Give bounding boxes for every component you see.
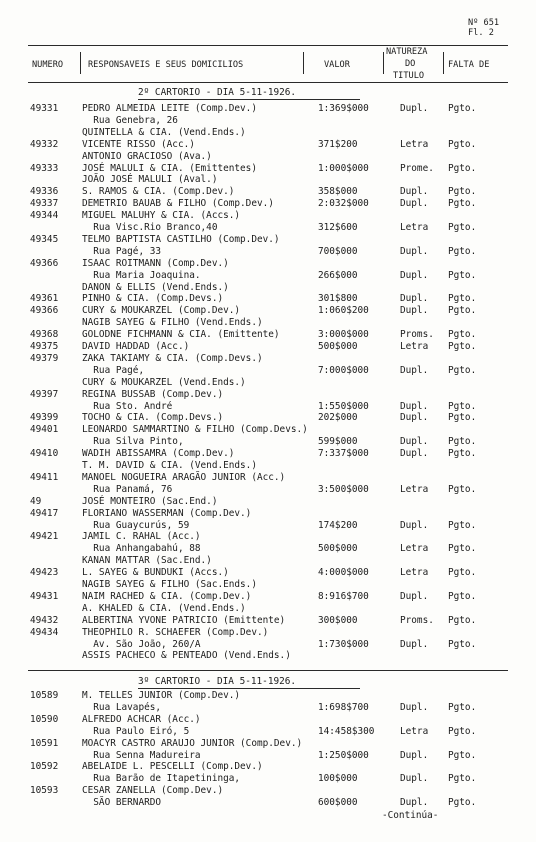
entry-num: 49432: [30, 614, 59, 626]
section-title: 3º CARTORIO - DIA 5-11-1926.: [138, 676, 297, 687]
entry-resp: ANTONIO GRACIOSO (Ava.): [82, 150, 212, 162]
entry-valor: 14:458$300: [318, 725, 375, 737]
entry-num: 49332: [30, 138, 59, 150]
entry-falta: Pgto.: [448, 725, 477, 737]
entry-resp: VICENTE RISSO (Acc.): [82, 138, 195, 150]
entry-resp: JOSÉ MALULI & CIA. (Emittentes): [82, 162, 257, 174]
entry-resp: PEDRO ALMEIDA LEITE (Comp.Dev.): [82, 103, 257, 114]
entry-nat: Letra: [400, 483, 429, 495]
entry-falta: Pgto.: [448, 138, 477, 150]
entry-resp: Rua Guaycurús, 59: [82, 519, 190, 531]
entry-valor: 7:000$000: [318, 364, 369, 376]
entry-num: 49368: [30, 329, 59, 341]
entry-num: 10591: [30, 737, 59, 749]
entry-nat: Dupl.: [400, 436, 429, 448]
section-title: 2º CARTORIO - DIA 5-11-1926.: [138, 87, 297, 98]
entry-falta: Pgto.: [448, 293, 477, 305]
entry-num: 49399: [30, 412, 59, 424]
entry-resp: Rua Anhangabahú, 88: [82, 543, 201, 555]
entry-nat: Dupl.: [400, 364, 429, 376]
entry-falta: Pgto.: [448, 773, 477, 785]
entry-nat: Dupl.: [400, 590, 429, 602]
entry-resp: Rua Barão de Itapetininga,: [82, 773, 241, 785]
entry-resp: ASSIS PACHECO & PENTEADO (Vend.Ends.): [82, 650, 291, 662]
entry-num: 49379: [30, 352, 59, 364]
entry-nat: Letra: [400, 222, 429, 233]
entry-falta: Pgto.: [448, 305, 477, 317]
entry-nat: Letra: [400, 725, 429, 737]
entry-falta: Pgto.: [448, 590, 477, 602]
column-header-falta: FALTA DE: [448, 60, 490, 70]
entry-valor: 1:250$000: [318, 749, 369, 761]
entry-nat: Dupl.: [400, 448, 429, 460]
column-header-natureza-do: DO: [405, 59, 416, 69]
entry-valor: 174$200: [318, 519, 358, 531]
entry-num: 49411: [30, 471, 59, 483]
entry-resp: DANON & ELLIS (Vend.Ends.): [82, 281, 229, 293]
column-divider: [80, 52, 81, 74]
entry-resp: CURY & MOUKARZEL (Comp.Dev.): [82, 305, 241, 317]
entry-nat: Dupl.: [400, 412, 429, 424]
entry-falta: Pgto.: [448, 329, 477, 341]
entry-num: 10589: [30, 690, 59, 701]
column-header-valor: VALOR: [324, 60, 350, 70]
entry-valor: 1:060$200: [318, 305, 369, 317]
entry-nat: Dupl.: [400, 773, 429, 785]
section-title-underline: [138, 99, 360, 100]
continua-note: -Continúa-: [382, 810, 439, 821]
entry-nat: Dupl.: [400, 103, 429, 114]
entry-valor: 1:550$000: [318, 400, 369, 412]
entry-nat: Dupl.: [400, 198, 429, 210]
entry-resp: T. M. DAVID & CIA. (Vend.Ends.): [82, 460, 257, 471]
entry-num: 10590: [30, 713, 59, 725]
column-header-responsaveis: RESPONSAVEIS E SEUS DOMICILIOS: [88, 60, 244, 70]
entry-resp: NAGIB SAYEG & FILHO (Vend.Ends.): [82, 317, 263, 329]
entry-valor: 8:916$700: [318, 590, 369, 602]
entry-num: 49337: [30, 198, 59, 210]
header-bottom-rule: [28, 82, 508, 83]
entry-falta: Pgto.: [448, 222, 477, 233]
entry-num: 49366: [30, 305, 59, 317]
entry-resp: Rua Sto. André: [82, 400, 173, 412]
entry-resp: Rua Genebra, 26: [82, 114, 178, 126]
entry-resp: PINHO & CIA. (Comp.Devs.): [82, 293, 224, 305]
entry-nat: Prome.: [400, 162, 434, 174]
entry-nat: Dupl.: [400, 400, 429, 412]
entry-nat: Dupl.: [400, 519, 429, 531]
entry-resp: MANOEL NOGUEIRA ARAGÃO JUNIOR (Acc.): [82, 471, 286, 483]
entry-valor: 2:032$000: [318, 198, 369, 210]
entry-falta: Pgto.: [448, 103, 477, 114]
entry-nat: Dupl.: [400, 701, 429, 713]
entry-resp: THEOPHILO R. SCHAEFER (Comp.Dev.): [82, 626, 269, 638]
entry-num: 49417: [30, 507, 59, 519]
entry-resp: MIGUEL MALUHY & CIA. (Accs.): [82, 210, 241, 222]
entry-resp: JAMIL C. RAHAL (Acc.): [82, 531, 201, 543]
entry-falta: Pgto.: [448, 198, 477, 210]
entry-num: 49423: [30, 567, 59, 579]
entry-resp: A. KHALED & CIA. (Vend.Ends.): [82, 602, 246, 614]
entry-num: 49366: [30, 257, 59, 269]
entry-resp: ABELAIDE L. PESCELLI (Comp.Dev.): [82, 761, 263, 773]
entry-falta: Pgto.: [448, 519, 477, 531]
entry-resp: CESAR ZANELLA (Comp.Dev.): [82, 785, 224, 797]
column-divider: [303, 52, 304, 74]
section-title-underline: [138, 688, 360, 689]
entry-resp: MOACYR CASTRO ARAUJO JUNIOR (Comp.Dev.): [82, 737, 303, 749]
entry-resp: Rua Visc.Rio Branco,40: [82, 222, 218, 233]
entry-num: 49: [30, 495, 42, 507]
entry-falta: Pgto.: [448, 448, 477, 460]
entry-resp: L. SAYEG & BUNDUKI (Accs.): [82, 567, 229, 579]
entry-falta: Pgto.: [448, 364, 477, 376]
column-header-natureza: NATUREZA: [386, 47, 428, 57]
entry-nat: Dupl.: [400, 293, 429, 305]
entry-num: 10592: [30, 761, 59, 773]
entry-nat: Letra: [400, 567, 429, 579]
entry-valor: 1:369$000: [318, 103, 369, 114]
entry-valor: 500$000: [318, 543, 358, 555]
column-divider: [443, 52, 444, 74]
entry-resp: ISAAC ROITMANN (Comp.Dev.): [82, 257, 229, 269]
column-divider: [383, 52, 384, 74]
entry-falta: Pgto.: [448, 341, 477, 352]
entry-num: 49431: [30, 590, 59, 602]
entry-falta: Pgto.: [448, 701, 477, 713]
entry-falta: Pgto.: [448, 400, 477, 412]
entry-valor: 1:698$700: [318, 701, 369, 713]
entry-valor: 300$000: [318, 614, 358, 626]
section-divider-rule: [28, 670, 508, 671]
entry-num: 49333: [30, 162, 59, 174]
entry-valor: 301$800: [318, 293, 358, 305]
entry-resp: Rua Pagé,: [82, 364, 145, 376]
entry-resp: Rua Silva Pinto,: [82, 436, 184, 448]
entry-falta: Pgto.: [448, 162, 477, 174]
entry-valor: 600$000: [318, 797, 358, 809]
entry-num: 49434: [30, 626, 59, 638]
entry-resp: Av. São João, 260/A: [82, 638, 201, 650]
entry-num: 10593: [30, 785, 59, 797]
entry-valor: 266$000: [318, 269, 358, 281]
entry-nat: Dupl.: [400, 186, 429, 198]
entry-resp: FLORIANO WASSERMAN (Comp.Dev.): [82, 507, 252, 519]
entry-resp: NAIM RACHED & CIA. (Comp.Dev.): [82, 590, 252, 602]
entry-valor: 100$000: [318, 773, 358, 785]
entry-falta: Pgto.: [448, 186, 477, 198]
entry-falta: Pgto.: [448, 269, 477, 281]
entry-resp: KANAN MATTAR (Sac.End.): [82, 555, 212, 567]
entry-num: 49336: [30, 186, 59, 198]
entry-resp: S. RAMOS & CIA. (Comp.Dev.): [82, 186, 235, 198]
entry-num: 49344: [30, 210, 59, 222]
entry-nat: Dupl.: [400, 749, 429, 761]
entry-num: 49397: [30, 388, 59, 400]
entry-valor: 371$200: [318, 138, 358, 150]
entry-valor: 1:000$000: [318, 162, 369, 174]
entry-resp: DAVID HADDAD (Acc.): [82, 341, 190, 352]
page-number: Nº 651: [468, 18, 500, 28]
entry-nat: Letra: [400, 138, 429, 150]
entry-resp: JOSÉ MONTEIRO (Sac.End.): [82, 495, 218, 507]
entry-resp: SÃO BERNARDO: [82, 797, 162, 809]
entry-valor: 358$000: [318, 186, 358, 198]
entry-resp: M. TELLES JUNIOR (Comp.Dev.): [82, 690, 241, 701]
entry-nat: Dupl.: [400, 305, 429, 317]
entry-resp: LEONARDO SAMMARTINO & FILHO (Comp.Devs.): [82, 424, 308, 436]
entry-nat: Dupl.: [400, 245, 429, 257]
entry-resp: Rua Panamá, 76: [82, 483, 173, 495]
sheet-number: Fl. 2: [468, 28, 494, 38]
entry-num: 49421: [30, 531, 59, 543]
entry-num: 49345: [30, 233, 59, 245]
entry-falta: Pgto.: [448, 797, 477, 809]
entry-valor: 700$000: [318, 245, 358, 257]
entry-resp: TELMO BAPTISTA CASTILHO (Comp.Dev.): [82, 233, 280, 245]
entry-falta: Pgto.: [448, 749, 477, 761]
column-header-numero: NUMERO: [32, 60, 64, 70]
entry-nat: Dupl.: [400, 638, 429, 650]
entry-falta: Pgto.: [448, 436, 477, 448]
entry-falta: Pgto.: [448, 483, 477, 495]
entry-resp: ALFREDO ACHCAR (Acc.): [82, 713, 201, 725]
entry-resp: Rua Pagé, 33: [82, 245, 162, 257]
entry-valor: 3:000$000: [318, 329, 369, 341]
entry-nat: Dupl.: [400, 269, 429, 281]
entry-resp: CURY & MOUKARZEL (Vend.Ends.): [82, 376, 246, 388]
entry-num: 49401: [30, 424, 59, 436]
entry-nat: Dupl.: [400, 797, 429, 809]
entry-falta: Pgto.: [448, 412, 477, 424]
entry-valor: 599$000: [318, 436, 358, 448]
entry-valor: 1:730$000: [318, 638, 369, 650]
entry-falta: Pgto.: [448, 614, 477, 626]
entry-resp: TOCHO & CIA. (Comp.Devs.): [82, 412, 224, 424]
entry-resp: Rua Lavapés,: [82, 701, 162, 713]
entry-resp: ALBERTINA YVONE PATRICIO (Emittente): [82, 614, 286, 626]
entry-nat: Proms.: [400, 614, 434, 626]
entry-resp: Rua Paulo Eiró, 5: [82, 725, 190, 737]
entry-valor: 3:500$000: [318, 483, 369, 495]
header-top-rule: [28, 45, 508, 46]
entry-resp: DEMETRIO BAUAB & FILHO (Comp.Dev.): [82, 198, 274, 210]
entry-num: 49410: [30, 448, 59, 460]
entry-resp: Rua Senna Madureira: [82, 749, 201, 761]
entry-resp: REGINA BUSSAB (Comp.Dev.): [82, 388, 224, 400]
column-header-natureza-titulo: TITULO: [393, 71, 425, 81]
entry-resp: ZAKA TAKIAMY & CIA. (Comp.Devs.): [82, 352, 263, 364]
entry-num: 49331: [30, 103, 59, 114]
entry-resp: JOÃO JOSÉ MALULI (Aval.): [82, 174, 218, 186]
entry-valor: 312$600: [318, 222, 358, 233]
entry-resp: GOLODNE FICHMANN & CIA. (Emittente): [82, 329, 280, 341]
entry-valor: 4:000$000: [318, 567, 369, 579]
entry-nat: Letra: [400, 543, 429, 555]
entry-falta: Pgto.: [448, 567, 477, 579]
entry-falta: Pgto.: [448, 245, 477, 257]
entry-valor: 7:337$000: [318, 448, 369, 460]
entry-nat: Letra: [400, 341, 429, 352]
entry-num: 49375: [30, 341, 59, 352]
entry-valor: 202$000: [318, 412, 358, 424]
entry-resp: Rua Maria Joaquina.: [82, 269, 201, 281]
entry-resp: WADIH ABISSAMRA (Comp.Dev.): [82, 448, 235, 460]
entry-nat: Proms.: [400, 329, 434, 341]
entry-num: 49361: [30, 293, 59, 305]
entry-resp: QUINTELLA & CIA. (Vend.Ends.): [82, 126, 246, 138]
entry-falta: Pgto.: [448, 638, 477, 650]
entry-valor: 500$000: [318, 341, 358, 352]
entry-falta: Pgto.: [448, 543, 477, 555]
entry-resp: NAGIB SAYEG & FILHO (Sac.Ends.): [82, 579, 257, 590]
